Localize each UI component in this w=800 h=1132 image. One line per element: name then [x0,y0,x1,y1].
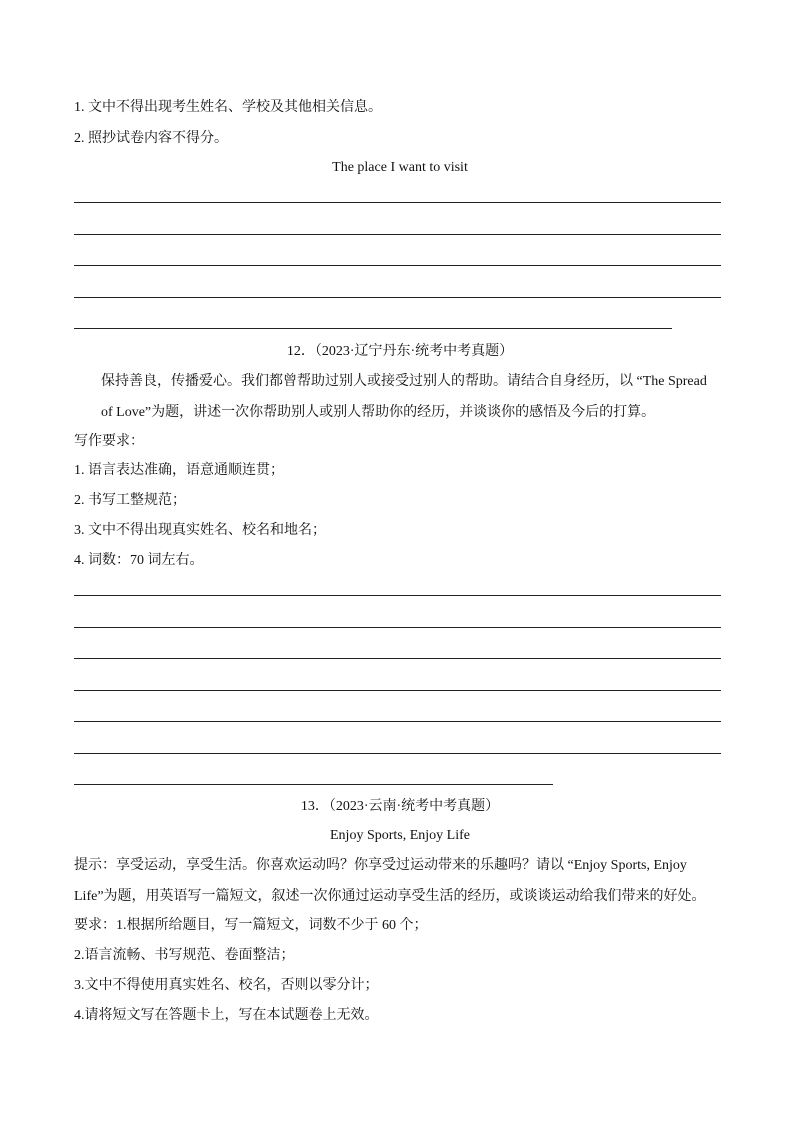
answer-line [74,753,721,754]
s13-requirement-2: 2.语言流畅、书写规范、卷面整洁； [74,948,295,963]
answer-line [74,658,721,659]
s13-essay-title: Enjoy Sports, Enjoy Life [330,828,470,843]
s12-requirement-3: 3. 文中不得出现真实姓名、校名和地名； [74,523,326,538]
s13-requirement-3: 3.文中不得使用真实姓名、校名，否则以零分计； [74,978,379,993]
s13-prompt-line-1: 提示：享受运动，享受生活。你喜欢运动吗？你享受过运动带来的乐趣吗？请以 “Enjoy Sports, Enjoy [74,858,687,873]
s12-requirement-4: 4. 词数：70 词左右。 [74,553,204,568]
s11-requirement-1: 1. 文中不得出现考生姓名、学校及其他相关信息。 [74,100,382,115]
s12-heading: 12．（2023·辽宁丹东·统考中考真题） [286,344,514,359]
answer-line [74,297,721,298]
answer-line [74,328,672,329]
answer-line [74,595,721,596]
s12-prompt-line-2: of Love”为题，讲述一次你帮助别人或别人帮助你的经历，并谈谈你的感悟及今后的打算。 [101,405,656,420]
answer-line [74,627,721,628]
answer-line [74,721,721,722]
s12-requirements-title: 写作要求： [74,434,144,449]
s12-requirement-1: 1. 语言表达准确，语意通顺连贯； [74,463,284,478]
s13-requirement-1: 要求：1.根据所给题目，写一篇短文，词数不少于 60 个； [74,918,428,933]
s13-requirement-4: 4.请将短文写在答题卡上，写在本试题卷上无效。 [74,1008,379,1023]
s11-requirement-2: 2. 照抄试卷内容不得分。 [74,131,228,146]
answer-line [74,265,721,266]
s12-prompt-line-1: 保持善良，传播爱心。我们都曾帮助过别人或接受过别人的帮助。请结合自身经历，以 “The Spread [101,374,707,389]
answer-line [74,784,553,785]
answer-line [74,690,721,691]
s13-heading: 13．（2023·云南·统考中考真题） [300,799,500,814]
s11-essay-title: The place I want to visit [332,160,468,175]
s12-requirement-2: 2. 书写工整规范； [74,493,186,508]
answer-line [74,234,721,235]
answer-line [74,202,721,203]
s13-prompt-line-2: Life”为题，用英语写一篇短文，叙述一次你通过运动享受生活的经历，或谈谈运动给我们带来的好处。 [74,889,706,904]
